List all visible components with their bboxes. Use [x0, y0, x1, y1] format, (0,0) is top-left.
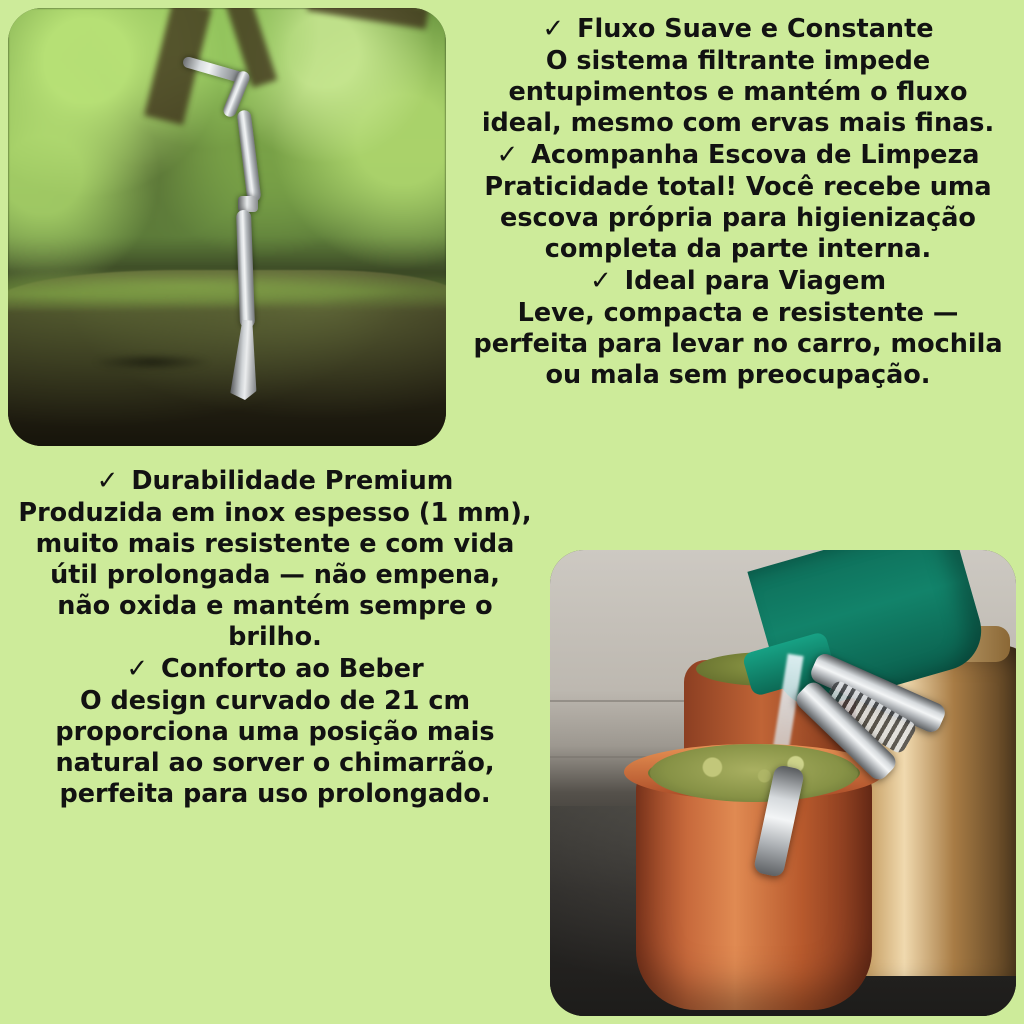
check-icon: ✓ — [542, 14, 565, 44]
straw-lower-tube — [236, 210, 255, 328]
straw-upper-tube — [236, 109, 261, 202]
feature-comfort — [10, 654, 540, 810]
pouring-water-into-cuia-photo — [550, 550, 1016, 1016]
check-icon: ✓ — [126, 654, 149, 685]
feature-comfort-line-2: proporciona uma posição mais — [55, 717, 495, 748]
straw-filter-tip — [230, 319, 260, 400]
check-icon: ✓ — [589, 266, 612, 297]
feature-durability-title — [10, 466, 540, 498]
feature-brush-line-2: escova própria para higienização — [500, 202, 976, 233]
features-left-column — [10, 466, 540, 811]
feature-brush-title — [462, 140, 1014, 172]
feature-durability — [10, 466, 540, 653]
feature-durability-line-4: não oxida e mantém sempre o — [57, 591, 493, 622]
feature-travel-line-1: Leve, compacta e resistente — — [517, 297, 959, 328]
feature-durability-line-1: Produzida em inox espesso (1 mm), — [18, 497, 532, 528]
feature-comfort-title-text: Conforto ao Beber — [161, 654, 424, 685]
feature-durability-line-2: muito mais resistente e com vida — [35, 528, 515, 559]
feature-durability-title-text: Durabilidade Premium — [131, 466, 454, 496]
feature-flow-title-text: Fluxo Suave e Constante — [577, 14, 934, 44]
feature-comfort-line-3: natural ao sorver o chimarrão, — [55, 748, 495, 779]
feature-durability-line-3: útil prolongada — não empena, — [50, 559, 500, 590]
bombilla-on-stone-photo — [8, 8, 446, 446]
feature-travel-title-text: Ideal para Viagem — [624, 266, 887, 297]
feature-flow — [462, 14, 1014, 139]
feature-flow-title — [462, 14, 1014, 46]
yerba-mate — [650, 744, 858, 802]
feature-brush-line-3: completa da parte interna. — [544, 233, 932, 264]
check-icon: ✓ — [496, 140, 519, 171]
feature-travel-title — [462, 266, 1014, 298]
feature-flow-line-3: ideal, mesmo com ervas mais finas. — [481, 107, 995, 138]
feature-flow-line-1: O sistema filtrante impede — [545, 45, 931, 76]
check-icon: ✓ — [96, 466, 119, 496]
bombilla-straw — [158, 48, 328, 388]
feature-comfort-line-4: perfeita para uso prolongado. — [59, 779, 491, 810]
features-right-column — [462, 14, 1014, 392]
feature-travel-line-3: ou mala sem preocupação. — [545, 360, 931, 391]
straw-shadow — [92, 354, 212, 370]
feature-durability-line-5: brilho. — [228, 622, 322, 653]
feature-brush-title-text: Acompanha Escova de Limpeza — [531, 140, 980, 171]
feature-brush-line-1: Praticidade total! Você recebe uma — [484, 171, 992, 202]
feature-travel-line-2: perfeita para levar no carro, mochila — [473, 328, 1003, 359]
feature-flow-line-2: entupimentos e mantém o fluxo — [508, 76, 968, 107]
feature-comfort-line-1: O design curvado de 21 cm — [79, 685, 471, 716]
feature-brush — [462, 140, 1014, 265]
feature-comfort-title — [10, 654, 540, 686]
feature-travel — [462, 266, 1014, 391]
